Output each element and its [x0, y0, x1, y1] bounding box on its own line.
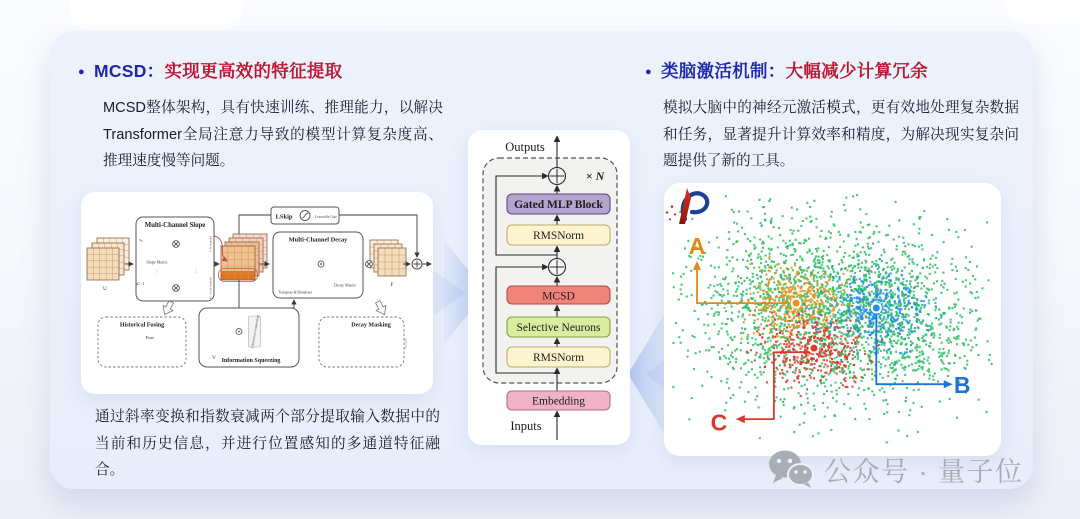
dimension-compressing-label: Dimension Compressing [250, 315, 260, 349]
slope-matrix-label: Slope Matrix [146, 259, 168, 265]
decay-masking-title: Decay Masking [351, 322, 391, 329]
u-label: U [103, 286, 107, 292]
cluster-label-B: B [953, 372, 971, 399]
left-heading [78, 58, 342, 83]
outputs-label: Outputs [505, 140, 545, 154]
cluster-label-C: C [710, 409, 728, 436]
f-label: F [390, 282, 394, 288]
decor-blob-top-right [1006, 0, 1080, 24]
left-body: MCSD整体架构，具有快速训练、推理能力，以解决Transformer全局注意力导致的模型计算复杂度高、推理速度慢等问题。 [103, 100, 443, 170]
watermark-text: 公众号 · 量子位 [824, 456, 1024, 487]
architecture-figure-card [81, 192, 433, 394]
wechat-icon [768, 449, 814, 489]
multi-channel-slope-title: Multi-Channel Slope [144, 222, 206, 229]
selective-neurons-label: Selective Neurons [516, 322, 601, 334]
add-circle-bottom [549, 259, 566, 276]
block-diagram-card [468, 130, 630, 445]
fuse-label: Fuse [145, 335, 155, 340]
embedding-label: Embedding [531, 395, 586, 408]
s0-label: s₀ [139, 237, 143, 242]
v-label: V [212, 355, 216, 361]
dots: ⋮ [193, 269, 199, 274]
company-logo [664, 183, 714, 229]
left-bullet-icon: ● [78, 66, 85, 78]
sc1-label: sC−1 [135, 281, 145, 286]
transpose-broadcast-label: Transpose & Broadcast [278, 290, 312, 295]
historical-fusing-title: Historical Fusing [119, 322, 165, 329]
inputs-label: Inputs [510, 419, 542, 433]
watermark [768, 449, 1024, 489]
left-title-term: MCSD： [93, 61, 165, 81]
mcsd-label: MCSD [542, 290, 575, 303]
c1th-channel-label: (C−1)-th channel [208, 277, 213, 299]
cluster-center-C [809, 344, 818, 353]
kth-channel-label: k-th channel [208, 236, 213, 252]
left-caption: 通过斜率变换和指数衰减两个部分提取输入数据中的当前和历史信息，并进行位置感知的多通道特征融合。 [95, 409, 440, 479]
cluster-center-A [792, 299, 801, 308]
rmsnorm-upper-label: RMSNorm [532, 230, 585, 242]
right-title-desc: 大幅减少计算冗余 [785, 61, 928, 81]
right-heading [645, 58, 928, 83]
rmsnorm-lower-label: RMSNorm [532, 352, 585, 364]
right-bullet-icon: ● [645, 66, 652, 78]
mcsd-architecture-diagram [81, 192, 433, 394]
right-title-term: 类脑激活机制： [660, 61, 786, 81]
repeat-n-label: × N [585, 169, 605, 183]
decay-matrix-label: Decay Matrix [333, 282, 357, 288]
gated-mlp-label: Gated MLP Block [514, 199, 603, 211]
scatter-plot-card [664, 183, 1001, 456]
multi-channel-decay-title: Multi-Channel Decay [288, 236, 348, 244]
left-title-desc: 实现更高效的特征提取 [164, 61, 343, 81]
right-body: 模拟大脑中的神经元激活模式，更有效地处理复杂数据和任务，显著提升计算效率和精度，为解决现实复杂问题提供了新的工具。 [663, 100, 1019, 170]
scatter-annotations [664, 183, 1001, 456]
dots: ⋮ [154, 270, 160, 275]
decor-blob-top-left [70, 0, 242, 30]
mcsd-block-diagram [468, 130, 630, 445]
information-squeezing-title: Information Squeezing [221, 358, 281, 364]
lskip-label: LSkip [275, 213, 293, 221]
learnable-gate-label: Learnable Gate [314, 215, 338, 219]
cluster-center-B [872, 304, 881, 313]
cluster-label-A: A [688, 232, 706, 259]
add-circle-top [549, 168, 566, 185]
